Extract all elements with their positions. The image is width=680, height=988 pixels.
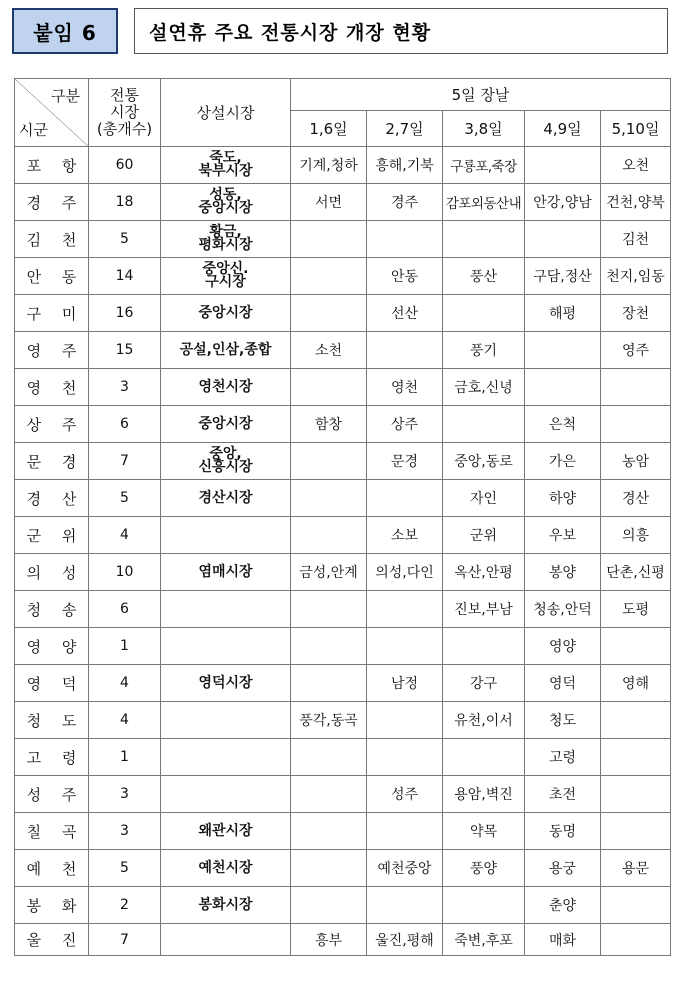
region-cell: 청 송 bbox=[15, 591, 89, 628]
table-body bbox=[15, 147, 671, 956]
day-3-8-cell: 금호,신녕 bbox=[443, 369, 525, 406]
resident-market-cell bbox=[161, 591, 291, 628]
table-row bbox=[15, 591, 671, 628]
region-cell: 영 주 bbox=[15, 332, 89, 369]
count-cell: 7 bbox=[89, 443, 161, 480]
day-3-8-cell: 진보,부남 bbox=[443, 591, 525, 628]
region-cell: 영 천 bbox=[15, 369, 89, 406]
table-row bbox=[15, 221, 671, 258]
day-2-7-cell: 울진,평해 bbox=[367, 924, 443, 956]
day-5-10-cell bbox=[601, 813, 671, 850]
resident-market-cell bbox=[161, 628, 291, 665]
day-5-10-cell bbox=[601, 628, 671, 665]
count-cell: 4 bbox=[89, 517, 161, 554]
day-4-9-cell: 청송,안덕 bbox=[525, 591, 601, 628]
count-cell: 1 bbox=[89, 739, 161, 776]
day-2-7-cell bbox=[367, 887, 443, 924]
five-day-header: 5일 장날 bbox=[291, 79, 671, 111]
day-4-9-cell: 춘양 bbox=[525, 887, 601, 924]
day-3-8-cell: 용암,벽진 bbox=[443, 776, 525, 813]
table-row bbox=[15, 776, 671, 813]
day-2-7-cell: 선산 bbox=[367, 295, 443, 332]
day-1-6-cell bbox=[291, 850, 367, 887]
day-1-6-cell: 흥부 bbox=[291, 924, 367, 956]
count-header-line: 전통 bbox=[110, 86, 139, 104]
day-1-6-cell: 소천 bbox=[291, 332, 367, 369]
resident-market-cell bbox=[161, 739, 291, 776]
table-row bbox=[15, 258, 671, 295]
resident-market-cell: 황금, 평화시장 bbox=[161, 221, 291, 258]
day-4-9-cell: 하양 bbox=[525, 480, 601, 517]
day-4-9-cell: 해평 bbox=[525, 295, 601, 332]
resident-market-cell bbox=[161, 924, 291, 956]
day-2-7-cell bbox=[367, 591, 443, 628]
table-row bbox=[15, 443, 671, 480]
resident-market-cell: 중앙시장 bbox=[161, 295, 291, 332]
day-5-10-cell: 장천 bbox=[601, 295, 671, 332]
day-5-10-cell bbox=[601, 702, 671, 739]
day-4-9-cell: 초전 bbox=[525, 776, 601, 813]
day-3-8-cell: 유천,이서 bbox=[443, 702, 525, 739]
day-3-8-cell: 감포외동산내 bbox=[443, 184, 525, 221]
day-header: 3,8일 bbox=[443, 111, 525, 147]
count-cell: 18 bbox=[89, 184, 161, 221]
region-cell: 울 진 bbox=[15, 924, 89, 956]
day-5-10-cell: 영해 bbox=[601, 665, 671, 702]
count-header-line: (총개수) bbox=[96, 120, 153, 138]
day-5-10-cell: 영주 bbox=[601, 332, 671, 369]
day-4-9-cell: 영덕 bbox=[525, 665, 601, 702]
count-cell: 3 bbox=[89, 776, 161, 813]
day-2-7-cell: 문경 bbox=[367, 443, 443, 480]
day-3-8-cell bbox=[443, 887, 525, 924]
day-3-8-cell: 풍양 bbox=[443, 850, 525, 887]
market-table bbox=[14, 78, 671, 956]
table-row bbox=[15, 147, 671, 184]
table-row bbox=[15, 628, 671, 665]
count-cell: 6 bbox=[89, 406, 161, 443]
day-4-9-cell: 청도 bbox=[525, 702, 601, 739]
table-row bbox=[15, 739, 671, 776]
table-row bbox=[15, 813, 671, 850]
day-5-10-cell: 오천 bbox=[601, 147, 671, 184]
day-5-10-cell bbox=[601, 406, 671, 443]
day-2-7-cell: 상주 bbox=[367, 406, 443, 443]
resident-market-cell: 영덕시장 bbox=[161, 665, 291, 702]
resident-market-cell: 성동, 중앙시장 bbox=[161, 184, 291, 221]
day-5-10-cell: 김천 bbox=[601, 221, 671, 258]
day-3-8-cell: 죽변,후포 bbox=[443, 924, 525, 956]
region-cell: 김 천 bbox=[15, 221, 89, 258]
day-4-9-cell: 우보 bbox=[525, 517, 601, 554]
day-2-7-cell bbox=[367, 480, 443, 517]
day-header: 1,6일 bbox=[291, 111, 367, 147]
region-cell: 군 위 bbox=[15, 517, 89, 554]
day-4-9-cell bbox=[525, 332, 601, 369]
resident-market-cell: 공설,인삼,종합 bbox=[161, 332, 291, 369]
count-cell: 15 bbox=[89, 332, 161, 369]
count-cell: 4 bbox=[89, 665, 161, 702]
day-2-7-cell: 영천 bbox=[367, 369, 443, 406]
region-cell: 청 도 bbox=[15, 702, 89, 739]
resident-market-cell bbox=[161, 702, 291, 739]
day-3-8-cell: 군위 bbox=[443, 517, 525, 554]
day-5-10-cell: 단촌,신평 bbox=[601, 554, 671, 591]
day-3-8-cell: 강구 bbox=[443, 665, 525, 702]
day-2-7-cell: 안동 bbox=[367, 258, 443, 295]
day-2-7-cell bbox=[367, 221, 443, 258]
table-row bbox=[15, 924, 671, 956]
day-3-8-cell: 옥산,안평 bbox=[443, 554, 525, 591]
resident-market-cell: 봉화시장 bbox=[161, 887, 291, 924]
day-1-6-cell bbox=[291, 887, 367, 924]
day-1-6-cell bbox=[291, 295, 367, 332]
count-cell: 14 bbox=[89, 258, 161, 295]
region-cell: 봉 화 bbox=[15, 887, 89, 924]
resident-market-cell: 영천시장 bbox=[161, 369, 291, 406]
day-3-8-cell: 풍산 bbox=[443, 258, 525, 295]
count-cell: 7 bbox=[89, 924, 161, 956]
day-5-10-cell bbox=[601, 924, 671, 956]
day-2-7-cell: 소보 bbox=[367, 517, 443, 554]
count-cell: 3 bbox=[89, 369, 161, 406]
region-cell: 구 미 bbox=[15, 295, 89, 332]
day-3-8-cell bbox=[443, 628, 525, 665]
day-4-9-cell: 고령 bbox=[525, 739, 601, 776]
day-3-8-cell bbox=[443, 295, 525, 332]
day-3-8-cell bbox=[443, 221, 525, 258]
resident-header: 상설시장 bbox=[161, 79, 291, 147]
day-2-7-cell bbox=[367, 702, 443, 739]
day-2-7-cell: 경주 bbox=[367, 184, 443, 221]
table-row bbox=[15, 665, 671, 702]
count-cell: 5 bbox=[89, 221, 161, 258]
day-2-7-cell bbox=[367, 332, 443, 369]
day-2-7-cell: 의성,다인 bbox=[367, 554, 443, 591]
day-3-8-cell: 약목 bbox=[443, 813, 525, 850]
resident-market-cell: 중앙, 신흥시장 bbox=[161, 443, 291, 480]
table-row bbox=[15, 887, 671, 924]
day-5-10-cell: 의흥 bbox=[601, 517, 671, 554]
day-2-7-cell bbox=[367, 813, 443, 850]
count-cell: 4 bbox=[89, 702, 161, 739]
day-4-9-cell bbox=[525, 369, 601, 406]
page-title: 설연휴 주요 전통시장 개장 현황 bbox=[134, 8, 668, 54]
table-row bbox=[15, 406, 671, 443]
day-4-9-cell: 영양 bbox=[525, 628, 601, 665]
day-1-6-cell bbox=[291, 480, 367, 517]
resident-market-cell: 죽도, 북부시장 bbox=[161, 147, 291, 184]
day-2-7-cell: 남정 bbox=[367, 665, 443, 702]
region-cell: 안 동 bbox=[15, 258, 89, 295]
count-cell: 60 bbox=[89, 147, 161, 184]
region-cell: 포 항 bbox=[15, 147, 89, 184]
day-header: 4,9일 bbox=[525, 111, 601, 147]
count-cell: 5 bbox=[89, 480, 161, 517]
day-1-6-cell bbox=[291, 628, 367, 665]
region-cell: 성 주 bbox=[15, 776, 89, 813]
day-5-10-cell bbox=[601, 887, 671, 924]
region-cell: 의 성 bbox=[15, 554, 89, 591]
day-3-8-cell: 자인 bbox=[443, 480, 525, 517]
day-5-10-cell: 건천,양북 bbox=[601, 184, 671, 221]
day-5-10-cell: 도평 bbox=[601, 591, 671, 628]
corner-top-label: 구분 bbox=[51, 87, 80, 105]
day-1-6-cell bbox=[291, 739, 367, 776]
day-4-9-cell: 구담,정산 bbox=[525, 258, 601, 295]
region-cell: 문 경 bbox=[15, 443, 89, 480]
day-1-6-cell bbox=[291, 665, 367, 702]
day-2-7-cell bbox=[367, 739, 443, 776]
count-cell: 6 bbox=[89, 591, 161, 628]
day-5-10-cell: 경산 bbox=[601, 480, 671, 517]
day-1-6-cell bbox=[291, 443, 367, 480]
table-row bbox=[15, 850, 671, 887]
count-cell: 1 bbox=[89, 628, 161, 665]
day-2-7-cell: 성주 bbox=[367, 776, 443, 813]
day-3-8-cell: 풍기 bbox=[443, 332, 525, 369]
day-3-8-cell bbox=[443, 739, 525, 776]
count-cell: 5 bbox=[89, 850, 161, 887]
day-5-10-cell: 용문 bbox=[601, 850, 671, 887]
resident-market-cell: 염매시장 bbox=[161, 554, 291, 591]
count-cell: 2 bbox=[89, 887, 161, 924]
day-4-9-cell: 안강,양남 bbox=[525, 184, 601, 221]
table-row bbox=[15, 184, 671, 221]
table-row bbox=[15, 369, 671, 406]
day-4-9-cell: 동명 bbox=[525, 813, 601, 850]
day-1-6-cell bbox=[291, 258, 367, 295]
day-header: 5,10일 bbox=[601, 111, 671, 147]
table-row bbox=[15, 332, 671, 369]
day-1-6-cell bbox=[291, 221, 367, 258]
day-4-9-cell: 매화 bbox=[525, 924, 601, 956]
count-cell: 10 bbox=[89, 554, 161, 591]
day-4-9-cell: 은척 bbox=[525, 406, 601, 443]
resident-market-cell bbox=[161, 776, 291, 813]
day-4-9-cell: 용궁 bbox=[525, 850, 601, 887]
day-1-6-cell: 금성,안계 bbox=[291, 554, 367, 591]
day-1-6-cell bbox=[291, 517, 367, 554]
resident-market-cell: 중앙시장 bbox=[161, 406, 291, 443]
table-row bbox=[15, 702, 671, 739]
day-5-10-cell: 농암 bbox=[601, 443, 671, 480]
table-row bbox=[15, 554, 671, 591]
day-2-7-cell: 예천중앙 bbox=[367, 850, 443, 887]
region-cell: 예 천 bbox=[15, 850, 89, 887]
resident-market-cell: 중앙신. 구시장 bbox=[161, 258, 291, 295]
attachment-badge: 붙임 6 bbox=[12, 8, 118, 54]
region-cell: 칠 곡 bbox=[15, 813, 89, 850]
day-1-6-cell: 함창 bbox=[291, 406, 367, 443]
corner-bottom-label: 시군 bbox=[19, 121, 48, 139]
day-1-6-cell bbox=[291, 813, 367, 850]
day-3-8-cell: 구룡포,죽장 bbox=[443, 147, 525, 184]
day-1-6-cell bbox=[291, 591, 367, 628]
day-1-6-cell: 풍각,동곡 bbox=[291, 702, 367, 739]
day-header: 2,7일 bbox=[367, 111, 443, 147]
table-row bbox=[15, 517, 671, 554]
day-5-10-cell bbox=[601, 739, 671, 776]
day-3-8-cell: 중앙,동로 bbox=[443, 443, 525, 480]
region-cell: 경 산 bbox=[15, 480, 89, 517]
resident-market-cell bbox=[161, 517, 291, 554]
corner-header bbox=[15, 79, 89, 147]
day-5-10-cell bbox=[601, 776, 671, 813]
resident-market-cell: 경산시장 bbox=[161, 480, 291, 517]
day-2-7-cell bbox=[367, 628, 443, 665]
region-cell: 경 주 bbox=[15, 184, 89, 221]
table-row bbox=[15, 480, 671, 517]
day-1-6-cell: 서면 bbox=[291, 184, 367, 221]
table-row bbox=[15, 295, 671, 332]
day-4-9-cell: 봉양 bbox=[525, 554, 601, 591]
count-header bbox=[89, 79, 161, 147]
day-1-6-cell bbox=[291, 369, 367, 406]
count-cell: 16 bbox=[89, 295, 161, 332]
resident-market-cell: 예천시장 bbox=[161, 850, 291, 887]
resident-market-cell: 왜관시장 bbox=[161, 813, 291, 850]
region-cell: 영 덕 bbox=[15, 665, 89, 702]
day-2-7-cell: 흥해,기북 bbox=[367, 147, 443, 184]
day-5-10-cell bbox=[601, 369, 671, 406]
count-cell: 3 bbox=[89, 813, 161, 850]
day-1-6-cell: 기계,청하 bbox=[291, 147, 367, 184]
region-cell: 고 령 bbox=[15, 739, 89, 776]
day-4-9-cell bbox=[525, 221, 601, 258]
day-5-10-cell: 천지,임동 bbox=[601, 258, 671, 295]
region-cell: 영 양 bbox=[15, 628, 89, 665]
day-4-9-cell bbox=[525, 147, 601, 184]
day-4-9-cell: 가은 bbox=[525, 443, 601, 480]
region-cell: 상 주 bbox=[15, 406, 89, 443]
day-3-8-cell bbox=[443, 406, 525, 443]
day-1-6-cell bbox=[291, 776, 367, 813]
count-header-line: 시장 bbox=[110, 103, 139, 121]
